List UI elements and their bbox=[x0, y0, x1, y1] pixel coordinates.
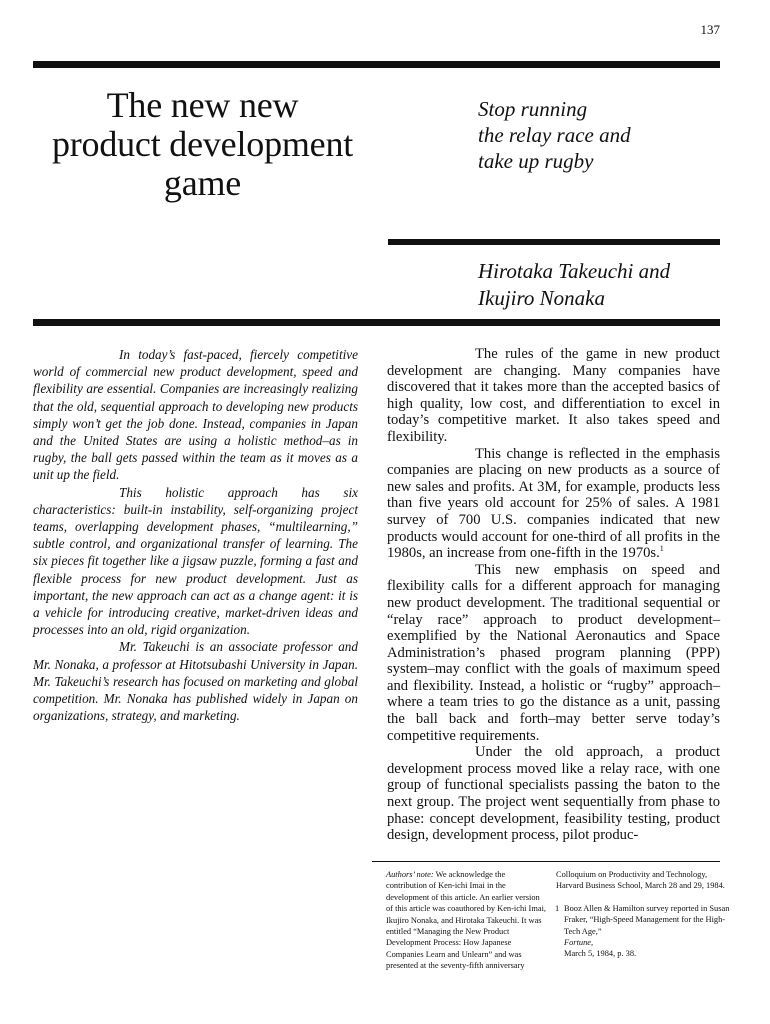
byline-line: Hirotaka Takeuchi and bbox=[478, 259, 671, 283]
title-line: game bbox=[163, 163, 242, 203]
abstract-paragraph: This holistic approach has six characteristics: built-in instability, self-organizing project teams, overlapping development phases, “multilearning,” subtle control, and organizational transfer of learning. The six pieces fit together like a jigsaw puzzle, forming a fast and flexible process for new product development. Just as important, the new approach can act as a change agent: it is a vehicle for introducing creative, market-driven ideas and processes into an old, rigid organization. bbox=[33, 484, 358, 638]
byline-rule bbox=[388, 239, 720, 245]
abstract-paragraph: In today’s fast-paced, fiercely competitive world of commercial new product development, speed and flexibility are essential. Companies are increasingly realizing that the old, sequential approach to developing new products simply won’t get the job done. Instead, companies in Japan and the United States are using a holistic method–as in rugby, the ball gets passed within the team as it moves as a unit up the field. bbox=[33, 347, 358, 483]
body-paragraph: This new emphasis on speed and flexibility calls for a different approach for managing new product development. The traditional sequential or “relay race” approach to product development–exemplified by the National Aeronautics and Space Administration’s phased program planning (PPP) system–may conflict with the goals of maximum speed and flexibility. Instead, a holistic or “rugby” approach–where a team tries to go the distance as a unit, passing the ball back and forth–may better serve today’s competitive requirements. bbox=[387, 561, 720, 744]
footnote-marker: 1 bbox=[659, 544, 664, 554]
byline-line: Ikujiro Nonaka bbox=[478, 286, 605, 310]
reference-journal: Fortune, bbox=[564, 938, 594, 948]
body-paragraph: Under the old approach, a product development process moved like a relay race, with one group of functional specialists passing the baton to the next group. The project went sequentially from phase to phase: concept development, feasibility testing, product design, development process, pilot produc- bbox=[387, 744, 720, 844]
subtitle-line: take up rugby bbox=[478, 149, 594, 173]
reference-number: 1 bbox=[555, 903, 560, 913]
authors-note-text: We acknowledge the contribution of Ken-ichi Imai in the development of this article. An earlier version of this article was coauthored by Ken-ichi Imai, Ikujiro Nonaka, and Hirotaka Takeuchi. It was entitled “Managing the New Product Development Process: How Japanese Companies Learn and Unlearn” and was presented at the seventy-fifth anniversary bbox=[386, 870, 547, 971]
body-paragraph-text: This change is reflected in the emphasis companies are placing on new products as a source of new sales and profits. At 3M, for example, products less than five years old account for 25% of sales. A 1981 survey of 700 U.S. companies indicated that new products would account for one-third of all profits in the 1980s, an increase from one-fifth in the 1970s. bbox=[387, 445, 720, 562]
author-byline bbox=[478, 258, 728, 312]
page-number: 137 bbox=[700, 22, 720, 37]
body-paragraph bbox=[387, 446, 720, 562]
title-line: product development bbox=[51, 124, 354, 164]
footnote-rule bbox=[372, 861, 720, 862]
top-rule bbox=[33, 61, 720, 68]
abstract-column bbox=[33, 346, 358, 724]
footnote-column-right bbox=[556, 869, 731, 960]
reference-text: Booz Allen & Hamilton survey reported in Susan Fraker, “High-Speed Management for the High-Tech Age,” bbox=[564, 903, 730, 936]
authors-note-label: Authors’ note: bbox=[386, 870, 434, 879]
author-bio-paragraph: Mr. Takeuchi is an associate professor and Mr. Nonaka, a professor at Hitotsubashi University in Japan. Mr. Takeuchi’s research has focused on marketing and global competition. Mr. Nonaka has published widely in Japan on organizations, strategy, and marketing. bbox=[33, 639, 358, 724]
title-line: The new new bbox=[106, 85, 299, 125]
authors-note-continued: Colloquium on Productivity and Technology, Harvard Business School, March 28 and 29, 1984. bbox=[556, 870, 725, 891]
authors-note bbox=[386, 869, 546, 972]
subtitle-line: the relay race and bbox=[478, 123, 631, 147]
reference-date: March 5, 1984, p. 38. bbox=[564, 949, 637, 959]
subtitle-line: Stop running bbox=[478, 97, 588, 121]
reference-1 bbox=[556, 903, 731, 960]
article-subtitle bbox=[478, 96, 718, 174]
body-paragraph: The rules of the game in new product development are changing. Many companies have discovered that it takes more than the accepted basics of high quality, low cost, and differentiation to excel in today’s competitive market. It also takes speed and flexibility. bbox=[387, 346, 720, 445]
body-column bbox=[387, 346, 720, 844]
section-rule bbox=[33, 319, 720, 326]
article-title bbox=[30, 86, 375, 203]
